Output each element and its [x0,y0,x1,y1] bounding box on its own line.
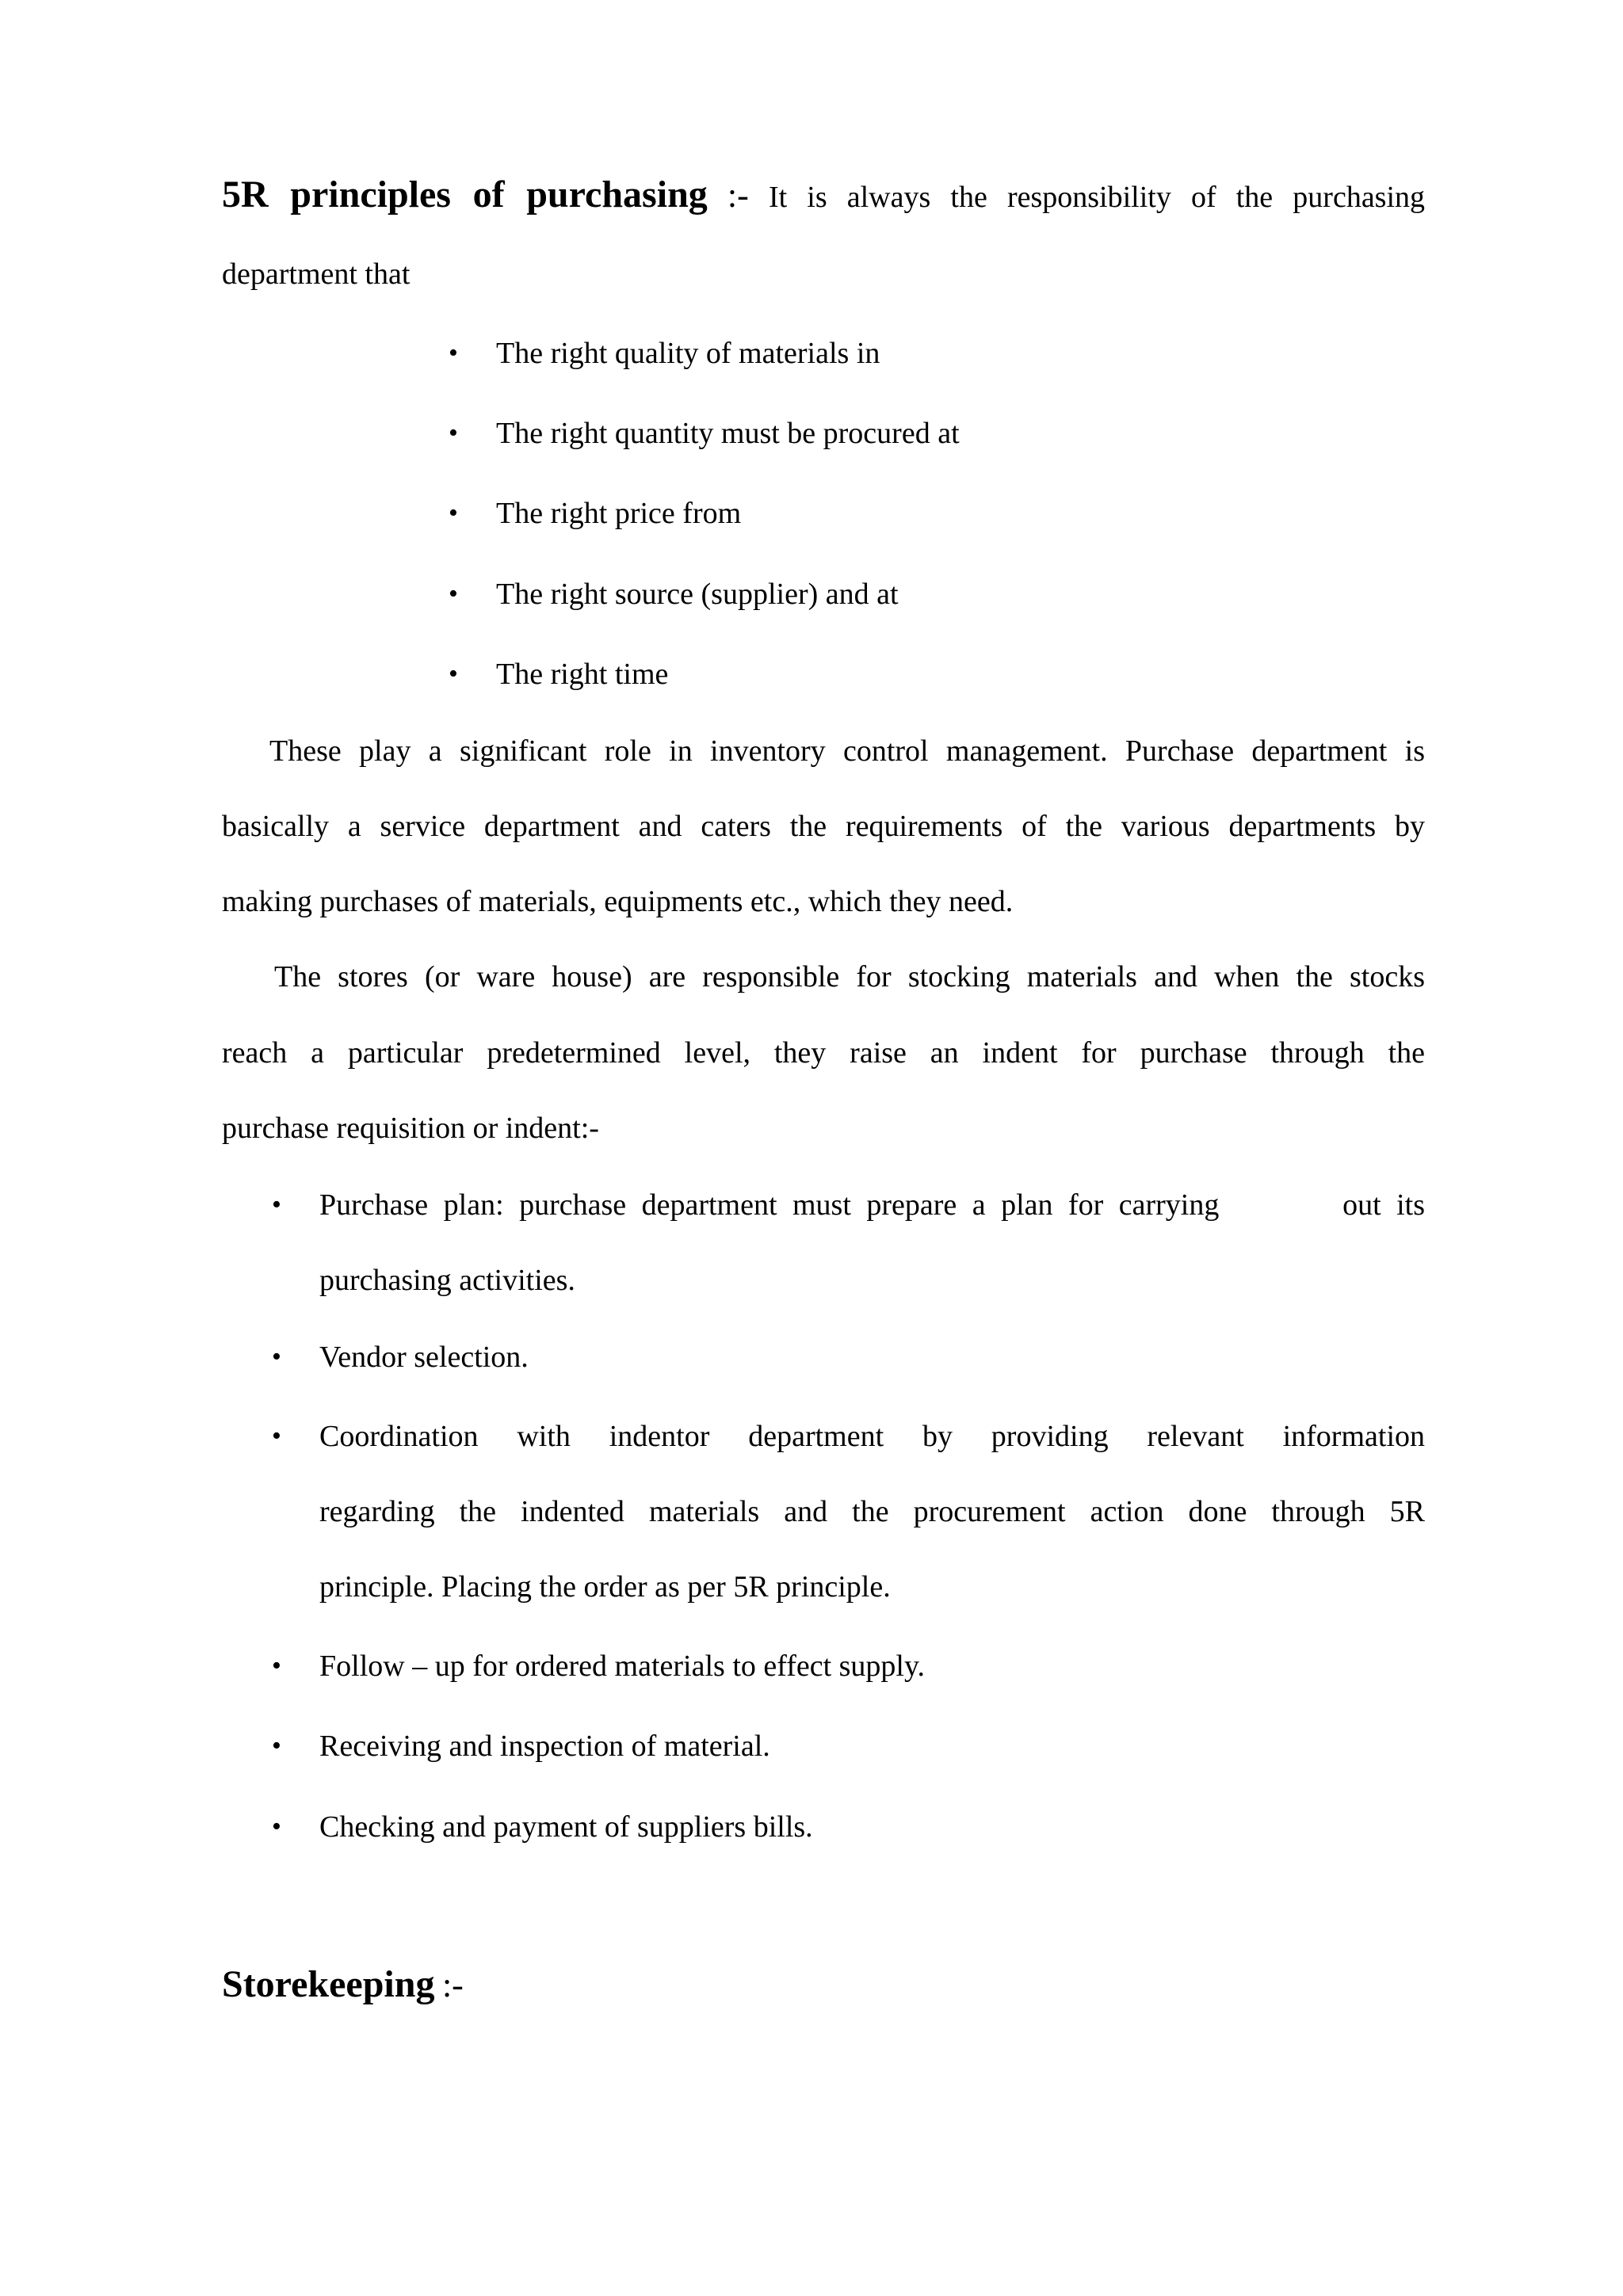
section-heading-5r: 5R principles of purchasing [222,174,708,215]
bullet-icon: • [449,579,458,608]
bullet-icon: • [272,1812,281,1841]
heading-separator: :- [441,1966,464,2004]
bullet-icon: • [272,1651,281,1680]
paragraph-line: basically a service department and caters the requirements of the various departments by [222,810,1425,843]
principle-item: The right time [496,658,669,691]
principle-item: The right source (supplier) and at [496,578,899,611]
principle-item: The right price from [496,497,742,530]
heading-separator: :- [727,176,749,215]
bullet-icon: • [272,1731,281,1760]
bullet-icon: • [272,1421,281,1451]
bullet-icon: • [272,1190,281,1219]
paragraph-line: purchase requisition or indent:- [222,1112,599,1145]
activity-item-continued: principle. Placing the order as per 5R principle. [319,1570,891,1604]
intro-text-continued: department that [222,257,411,291]
bullet-icon: • [449,498,458,528]
bullet-icon: • [272,1342,281,1371]
activity-item-continued: purchasing activities. [319,1264,575,1297]
activity-item: Purchase plan: purchase department must prepare a plan for carrying out its [319,1188,1425,1222]
activity-item-continued: regarding the indented materials and the procurement action done through 5R [319,1495,1425,1528]
principle-item: The right quality of materials in [496,337,880,370]
bullet-icon: • [449,659,458,688]
intro-text: It is always the responsibility of the purchasing [768,181,1426,214]
paragraph-line: The stores (or ware house) are responsible for stocking materials and when the stocks [274,960,1425,994]
section-heading-storekeeping: Storekeeping [222,1963,435,2005]
paragraph-line: making purchases of materials, equipments etc., which they need. [222,885,1014,918]
activity-item: Follow – up for ordered materials to effect supply. [319,1650,926,1683]
section-heading-line [222,174,1426,215]
bullet-icon: • [449,418,458,448]
bullet-icon: • [449,338,458,368]
section-heading-line [222,1963,464,2005]
activity-item: Checking and payment of suppliers bills. [319,1810,813,1844]
activity-item: Vendor selection. [319,1341,529,1374]
principle-item: The right quantity must be procured at [496,417,960,450]
paragraph-line: These play a significant role in inventory control management. Purchase department is [269,734,1425,768]
activity-item: Coordination with indentor department by providing relevant information [319,1420,1425,1453]
paragraph-line: reach a particular predetermined level, they raise an indent for purchase through the [222,1036,1425,1070]
activity-item: Receiving and inspection of material. [319,1730,770,1763]
